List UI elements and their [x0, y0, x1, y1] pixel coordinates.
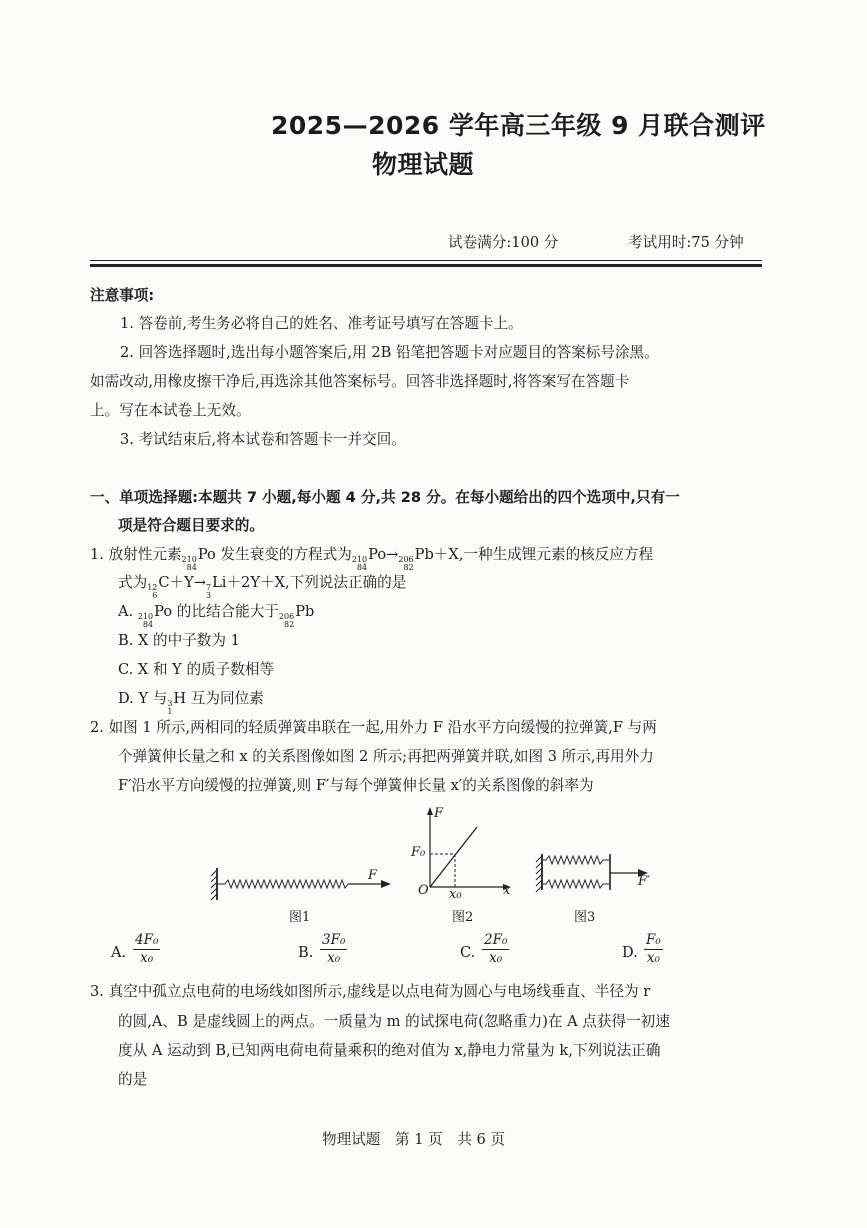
c-nuclide: 12 6 [147, 583, 158, 600]
figure-2-caption: 图2 [452, 910, 474, 925]
q2-option-c-label: C. [460, 944, 476, 961]
q2-line-3: F′沿水平方向缓慢的拉弹簧,则 F′与每个弹簧伸长量 x′的关系图像的斜率为 [118, 777, 594, 794]
full-score: 试卷满分:100 分 [448, 234, 559, 251]
q2-option-a-fraction: $\frac{\text{4F₀}}{\text{x₀}}$ [135, 932, 159, 966]
q3-line-1: 3. 真空中孤立点电荷的电场线如图所示,虚线是以点电荷为圆心与电场线垂直、半径为 r [90, 983, 651, 1000]
figure-2-f0-label: F₀ [411, 845, 426, 860]
q3-line-2: 的圆,A、B 是虚线圆上的两点。一质量为 m 的试探电荷(忽略重力)在 A 点获得一初速 [118, 1013, 670, 1030]
q1-line-1: 1. 放射性元素 210 84 Po 发生衰变的方程式为 210 84 Po→ 206 82 Pb＋X,一种生成锂元素的核反应方程 [90, 546, 654, 572]
pb-nuclide: 206 82 [278, 612, 295, 629]
notice-item-2-line-2: 如需改动,用橡皮擦干净后,再选涂其他答案标号。回答非选择题时,将答案写在答题卡 [90, 373, 630, 390]
section-heading-line-1: 一、单项选择题:本题共 7 小题,每小题 4 分,共 28 分。在每小题给出的四个选项中,只有一 [90, 489, 680, 506]
figure-3-caption: 图3 [574, 910, 596, 925]
li-nuclide: 7 3 [206, 583, 212, 600]
q1-option-b: B. X 的中子数为 1 [118, 632, 240, 649]
figure-3-force-label: F′ [638, 874, 650, 889]
q2-option-d-fraction: $\frac{\text{F₀}}{\text{x₀}}$ [646, 932, 661, 966]
figure-1-force-label: F [368, 868, 378, 883]
q2-line-2: 个弹簧伸长量之和 x 的关系图像如图 2 所示;再把两弹簧并联,如图 3 所示,再用外力 [118, 748, 654, 765]
q1-line-2: 式为 12 6 C＋Y→ 7 3 Li＋2Y＋X,下列说法正确的是 [118, 574, 407, 600]
figure-1-caption: 图1 [289, 910, 311, 925]
exam-time: 考试用时:75 分钟 [628, 234, 744, 251]
q3-line-3: 度从 A 运动到 B,已知两电荷电荷量乘积的绝对值为 x,静电力常量为 k,下列说法正确 [118, 1042, 661, 1059]
section-heading-line-2: 项是符合题目要求的。 [118, 517, 264, 534]
q1-option-c: C. X 和 Y 的质子数相等 [118, 661, 275, 678]
figure-2-y-axis-label: F [434, 806, 444, 821]
notice-item-1: 1. 答卷前,考生务必将自己的姓名、准考证号填写在答题卡上。 [120, 315, 523, 332]
pb-nuclide: 206 82 [398, 555, 414, 572]
notice-heading: 注意事项: [90, 287, 155, 304]
figure-2-x0-label: x₀ [449, 887, 462, 902]
header-rule-thin [90, 260, 762, 261]
q1-option-d: D. Y 与 3 1 H 互为同位素 [118, 690, 264, 716]
q2-option-b-fraction: $\frac{\text{3F₀}}{\text{x₀}}$ [322, 932, 346, 966]
po-nuclide: 210 84 [137, 612, 154, 629]
q3-line-4: 的是 [118, 1071, 148, 1088]
header-rule-thick [90, 264, 762, 267]
subject-title: 物理试题 [372, 150, 475, 179]
po-nuclide: 210 84 [351, 555, 368, 572]
q2-option-b-label: B. [298, 944, 314, 961]
q2-option-c-fraction: $\frac{\text{2F₀}}{\text{x₀}}$ [484, 932, 508, 966]
q1-option-a: A. 210 84 Po 的比结合能大于 206 82 Pb [118, 603, 315, 629]
figure-2-x-axis-label: x [503, 883, 511, 898]
figure-2-origin-label: O [418, 883, 429, 898]
notice-item-2-line-3: 上。写在本试卷上无效。 [90, 402, 251, 419]
notice-item-3: 3. 考试结束后,将本试卷和答题卡一并交回。 [120, 431, 406, 448]
notice-item-2-line-1: 2. 回答选择题时,选出每小题答案后,用 2B 铅笔把答题卡对应题目的答案标号涂黑。 [120, 344, 659, 361]
po-nuclide: 210 84 [181, 555, 197, 572]
h-nuclide: 3 1 [167, 699, 173, 716]
q2-option-a-label: A. [111, 944, 127, 961]
page-footer: 物理试题 第 1 页 共 6 页 [322, 1131, 506, 1148]
exam-title: 2025—2026 学年高三年级 9 月联合测评 [271, 111, 766, 140]
q2-option-d-label: D. [622, 944, 638, 961]
q2-line-1: 2. 如图 1 所示,两相同的轻质弹簧串联在一起,用外力 F 沿水平方向缓慢的拉弹簧,F 与两 [90, 719, 657, 736]
figure-3-drawing [532, 848, 662, 898]
